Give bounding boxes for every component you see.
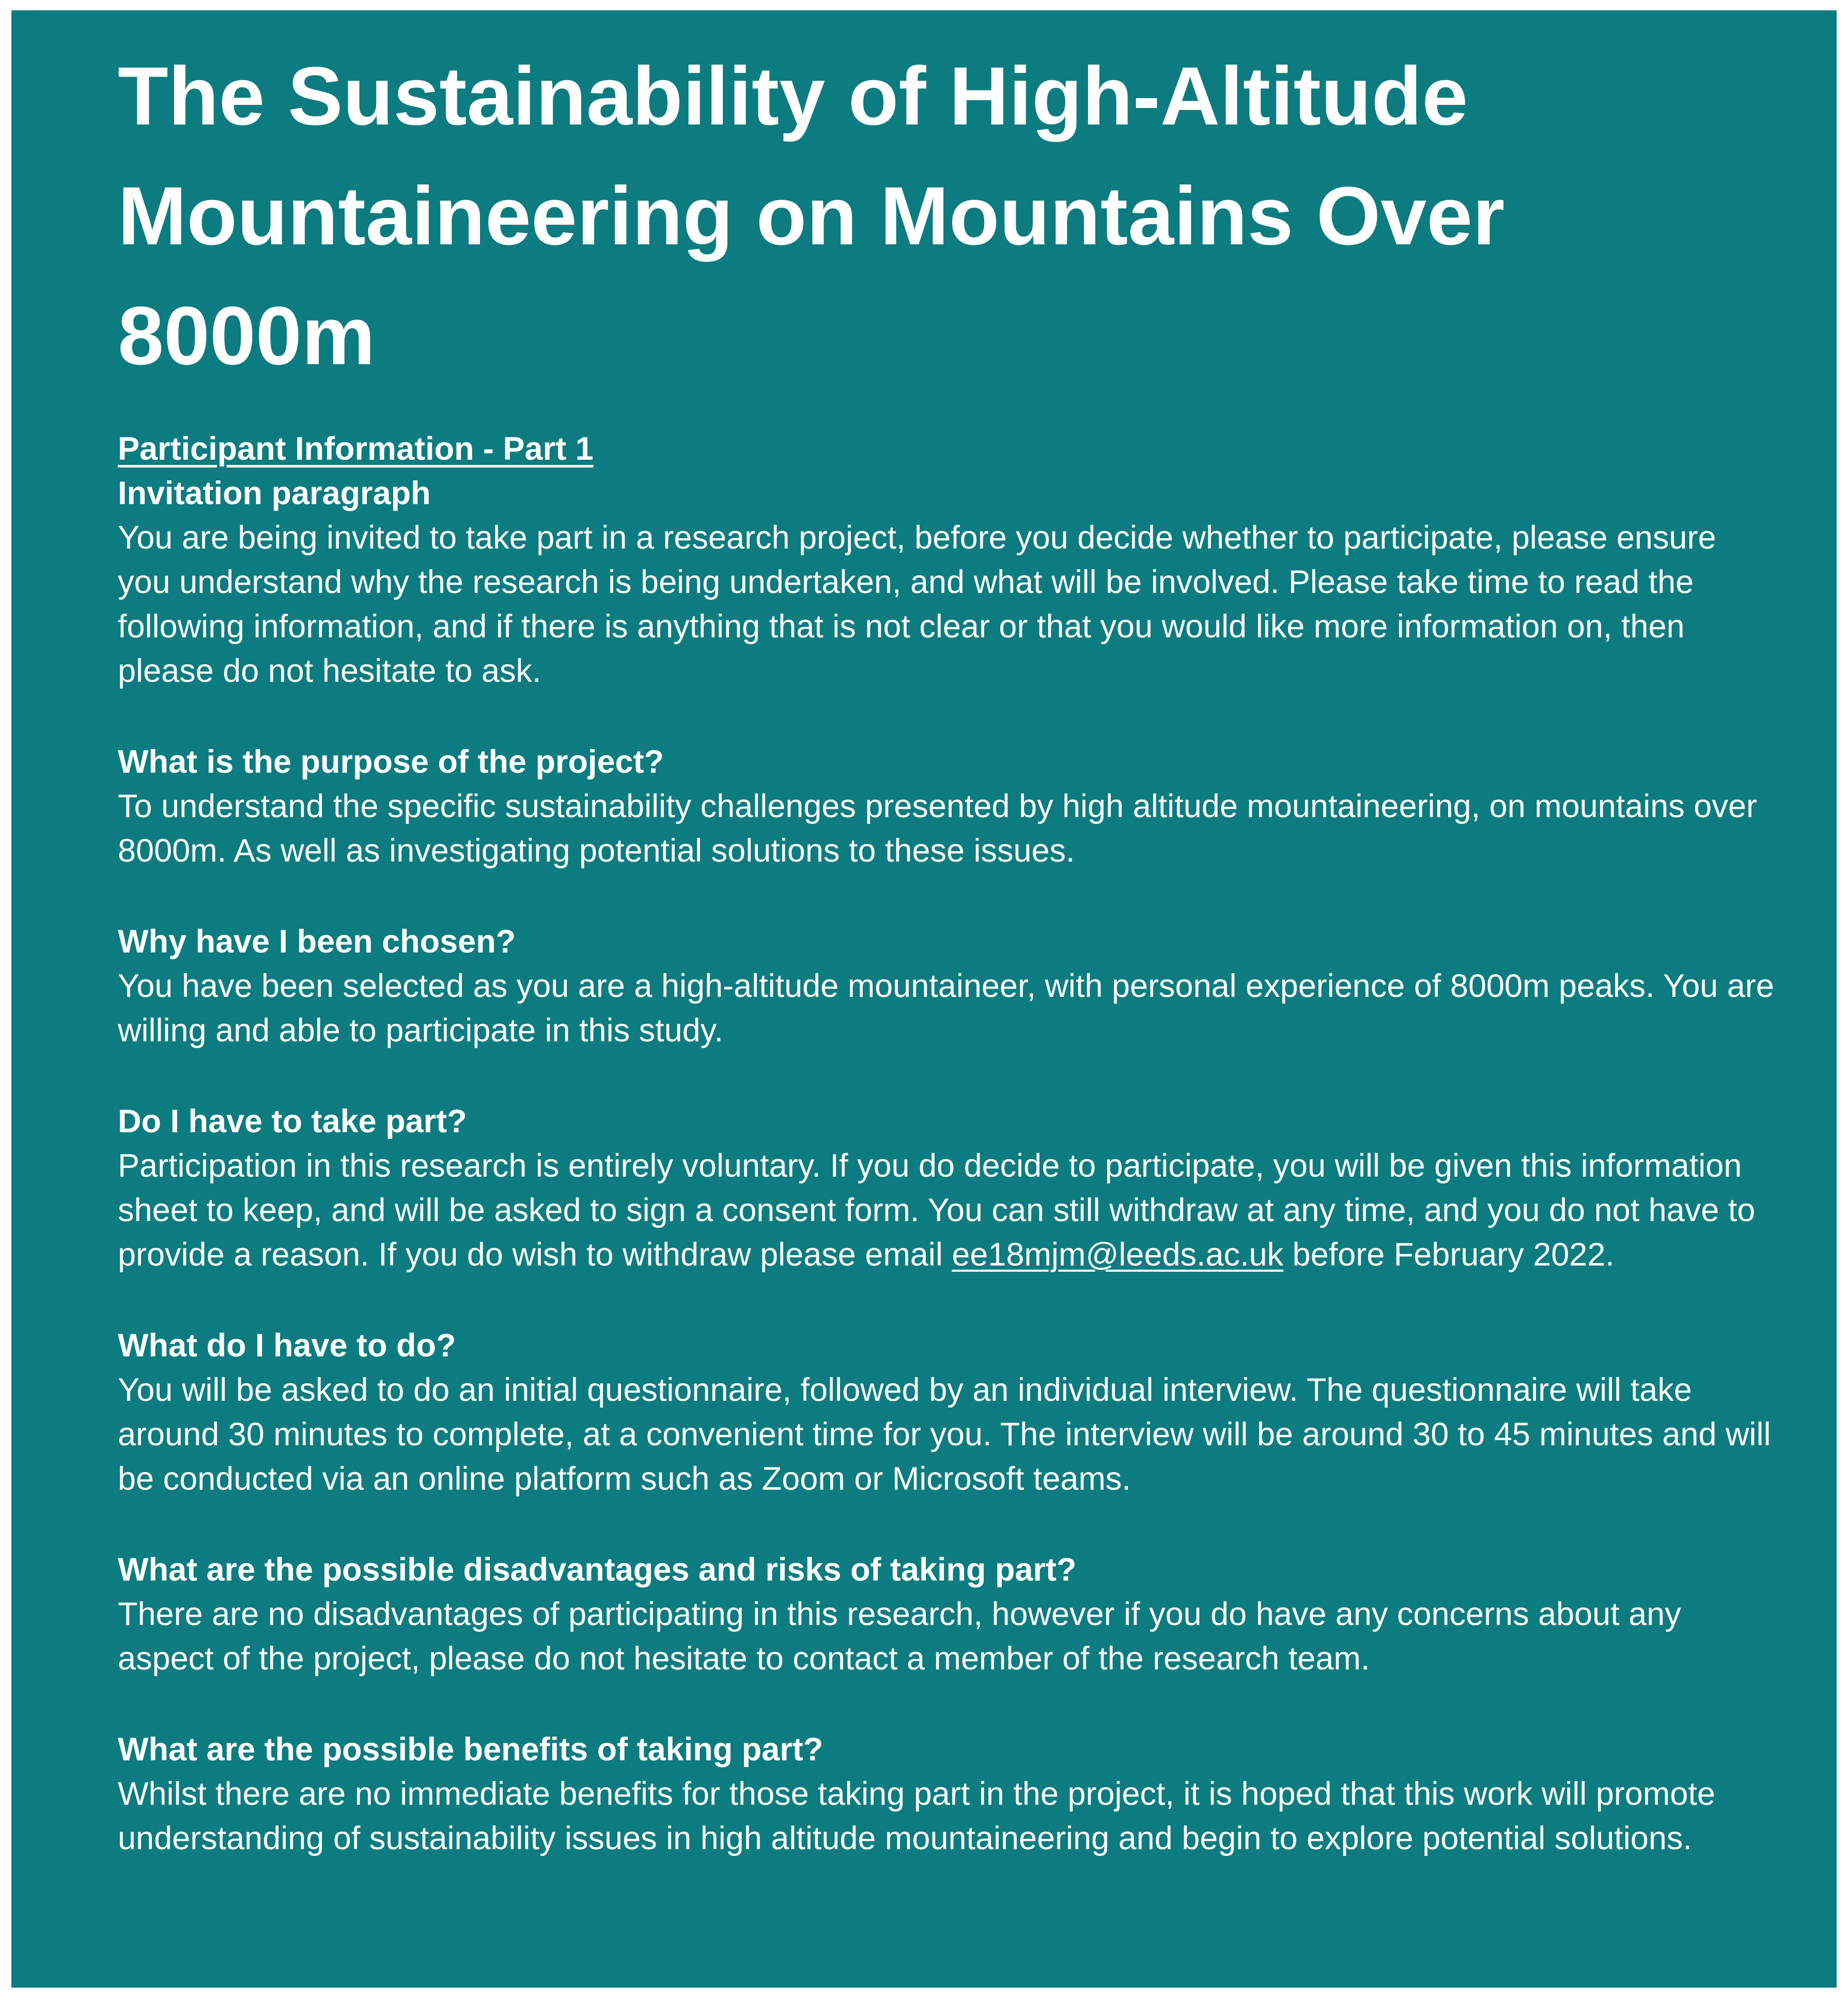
- section-heading: Do I have to take part?: [118, 1103, 467, 1139]
- section-body: To understand the specific sustainability challenges presented by high altitude mountaineering, on mountains over 8000m. As well as investigating potential solutions to these issues.: [118, 788, 1757, 869]
- section-heading: What do I have to do?: [118, 1328, 456, 1364]
- section-what-to-do: [118, 1323, 1775, 1501]
- document-title: The Sustainability of High-Altitude Mountaineering on Mountains Over 8000m: [118, 50, 1505, 382]
- section-body: You have been selected as you are a high-altitude mountaineer, with personal experience of 8000m peaks. You are willing and able to participate in this study.: [118, 968, 1774, 1049]
- section-purpose: [118, 740, 1775, 873]
- section-why-chosen: [118, 919, 1775, 1053]
- section-heading: Invitation paragraph: [118, 475, 431, 511]
- section-body: You will be asked to do an initial questionnaire, followed by an individual interview. The questionnaire will take around 30 minutes to complete, at a convenient time for you. The interview will be around 30 to 45 minutes and will be conducted via an online platform such as Zoom or Microsoft teams.: [118, 1372, 1771, 1497]
- email-link[interactable]: ee18mjm@leeds.ac.uk: [952, 1237, 1284, 1273]
- subtitle: Participant Information - Part 1: [118, 431, 594, 467]
- section-heading: What is the purpose of the project?: [118, 744, 664, 780]
- section-heading: Why have I been chosen?: [118, 924, 516, 960]
- section-body: There are no disadvantages of participating in this research, however if you do have any concerns about any aspect of the project, please do not hesitate to contact a member of the research team.: [118, 1596, 1681, 1677]
- subtitle-row: [118, 427, 1775, 471]
- section-invitation: [118, 471, 1775, 693]
- section-body: You are being invited to take part in a research project, before you decide whether to participate, please ensure you understand why the research is being undertaken, and what will be involved. Please take time to read the following information, and if there is anything that is not clear or that you would like more information on, then please do not hesitate to ask.: [118, 520, 1716, 689]
- section-body-text: Participation in this research is entirely voluntary. If you do decide to participate, you will be given this information sheet to keep, and will be asked to sign a consent form. You can still withdraw at any time, and you do not have to provide a reason. If you do wish to withdraw please email: [118, 1148, 1756, 1273]
- section-disadvantages: [118, 1548, 1775, 1681]
- participant-information-panel: [11, 10, 1837, 1988]
- section-benefits: [118, 1727, 1775, 1861]
- section-body: Whilst there are no immediate benefits for those taking part in the project, it is hoped that this work will promote understanding of sustainability issues in high altitude mountaineering and begin to explore potential solutions.: [118, 1776, 1715, 1856]
- section-heading: What are the possible benefits of taking part?: [118, 1731, 824, 1768]
- section-take-part: [118, 1099, 1775, 1277]
- section-body: [118, 1144, 1775, 1277]
- section-body-text: before February 2022.: [1283, 1237, 1615, 1273]
- section-heading: What are the possible disadvantages and risks of taking part?: [118, 1552, 1077, 1588]
